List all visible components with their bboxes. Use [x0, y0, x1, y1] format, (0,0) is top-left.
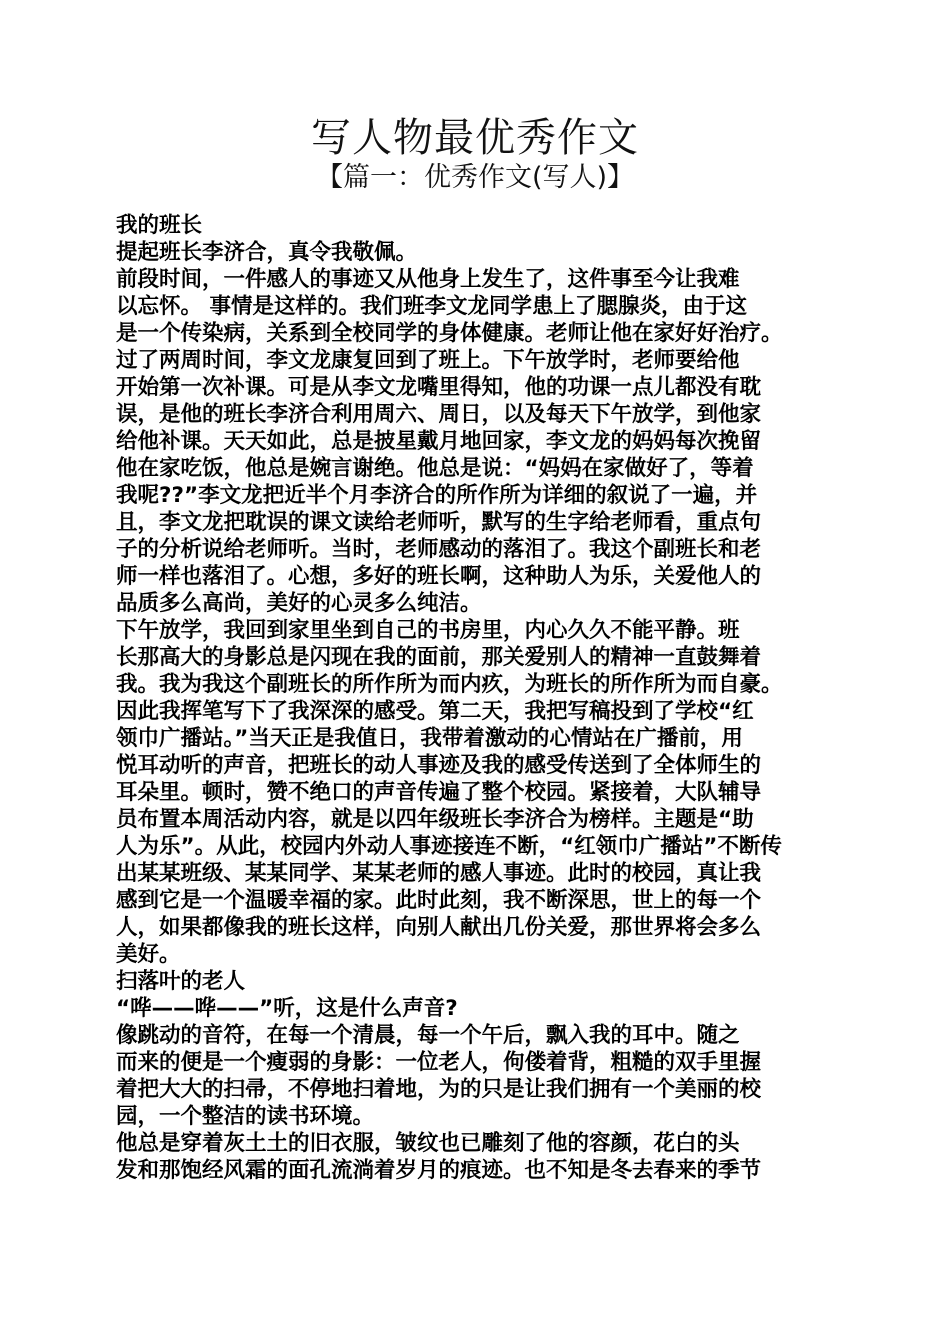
text-line: 因此我挥笔写下了我深深的感受。第二天，我把写稿投到了学校“红 [116, 699, 754, 724]
text-line: 且，李文龙把耽误的课文读给老师听，默写的生字给老师看，重点句 [116, 510, 762, 535]
text-line: 我呢??”李文龙把近半个月李济合的所作所为详细的叙说了一遍，并 [116, 483, 758, 508]
text-line: 是一个传染病，关系到全校同学的身体健康。老师让他在家好好治疗。 [116, 321, 783, 346]
text-line: 我的班长 [116, 213, 203, 238]
text-line: 前段时间，一件感人的事迹又从他身上发生了，这件事至今让我难 [116, 267, 740, 292]
text-line: 我。我为我这个副班长的所作所为而内疚，为班长的所作所为而自豪。 [116, 672, 783, 697]
text-line: 出某某班级、某某同学、某某老师的感人事迹。此时的校园，真让我 [116, 861, 762, 886]
text-line: 开始第一次补课。可是从李文龙嘴里得知，他的功课一点儿都没有耽 [116, 375, 762, 400]
text-line: 人为乐”。从此，校园内外动人事迹接连不断，“红领巾广播站”不断传 [116, 834, 782, 859]
text-line: “哗——哗——”听，这是什么声音? [116, 996, 458, 1021]
text-line: 误，是他的班长李济合利用周六、周日，以及每天下午放学，到他家 [116, 402, 762, 427]
text-line: 以忘怀。 事情是这样的。我们班李文龙同学患上了腮腺炎，由于这 [116, 294, 747, 319]
text-line: 美好。 [116, 942, 181, 967]
text-line: 师一样也落泪了。心想，多好的班长啊，这种助人为乐，关爱他人的 [116, 564, 762, 589]
text-line: 园，一个整洁的读书环境。 [116, 1104, 375, 1129]
text-line: 过了两周时间，李文龙康复回到了班上。下午放学时，老师要给他 [116, 348, 740, 373]
document-title: 写人物最优秀作文 [311, 115, 639, 161]
text-line: 人，如果都像我的班长这样，向别人献出几份关爱，那世界将会多么 [116, 915, 762, 940]
document-subtitle: 【篇一：优秀作文(写人)】 [315, 162, 635, 193]
text-line: 领巾广播站。”当天正是我值日，我带着激动的心情站在广播前，用 [116, 726, 743, 751]
text-line: 他总是穿着灰土土的旧衣服，皱纹也已雕刻了他的容颜，花白的头 [116, 1131, 740, 1156]
text-line: 发和那饱经风霜的面孔流淌着岁月的痕迹。也不知是冬去春来的季节 [116, 1158, 762, 1183]
text-line: 员布置本周活动内容，就是以四年级班长李济合为榜样。主题是“助 [116, 807, 754, 832]
text-line: 他在家吃饭，他总是婉言谢绝。他总是说：“妈妈在家做好了，等着 [116, 456, 754, 481]
text-line: 而来的便是一个瘦弱的身影：一位老人，佝偻着背，粗糙的双手里握 [116, 1050, 762, 1075]
text-line: 给他补课。天天如此，总是披星戴月地回家，李文龙的妈妈每次挽留 [116, 429, 762, 454]
text-line: 长那高大的身影总是闪现在我的面前，那关爱别人的精神一直鼓舞着 [116, 645, 762, 670]
text-line: 品质多么高尚，美好的心灵多么纯洁。 [116, 591, 482, 616]
document-body [116, 212, 846, 1184]
text-line: 像跳动的音符，在每一个清晨，每一个午后，飘入我的耳中。随之 [116, 1023, 740, 1048]
text-line: 感到它是一个温暖幸福的家。此时此刻，我不断深思，世上的每一个 [116, 888, 762, 913]
text-line: 下午放学，我回到家里坐到自己的书房里，内心久久不能平静。班 [116, 618, 740, 643]
text-line: 子的分析说给老师听。当时，老师感动的落泪了。我这个副班长和老 [116, 537, 762, 562]
text-line: 扫落叶的老人 [116, 969, 246, 994]
text-line: 提起班长李济合，真令我敬佩。 [116, 240, 418, 265]
text-line: 悦耳动听的声音，把班长的动人事迹及我的感受传送到了全体师生的 [116, 753, 762, 778]
text-line: 耳朵里。顿时，赞不绝口的声音传遍了整个校园。紧接着，大队辅导 [116, 780, 762, 805]
text-line: 着把大大的扫帚，不停地扫着地，为的只是让我们拥有一个美丽的校 [116, 1077, 762, 1102]
